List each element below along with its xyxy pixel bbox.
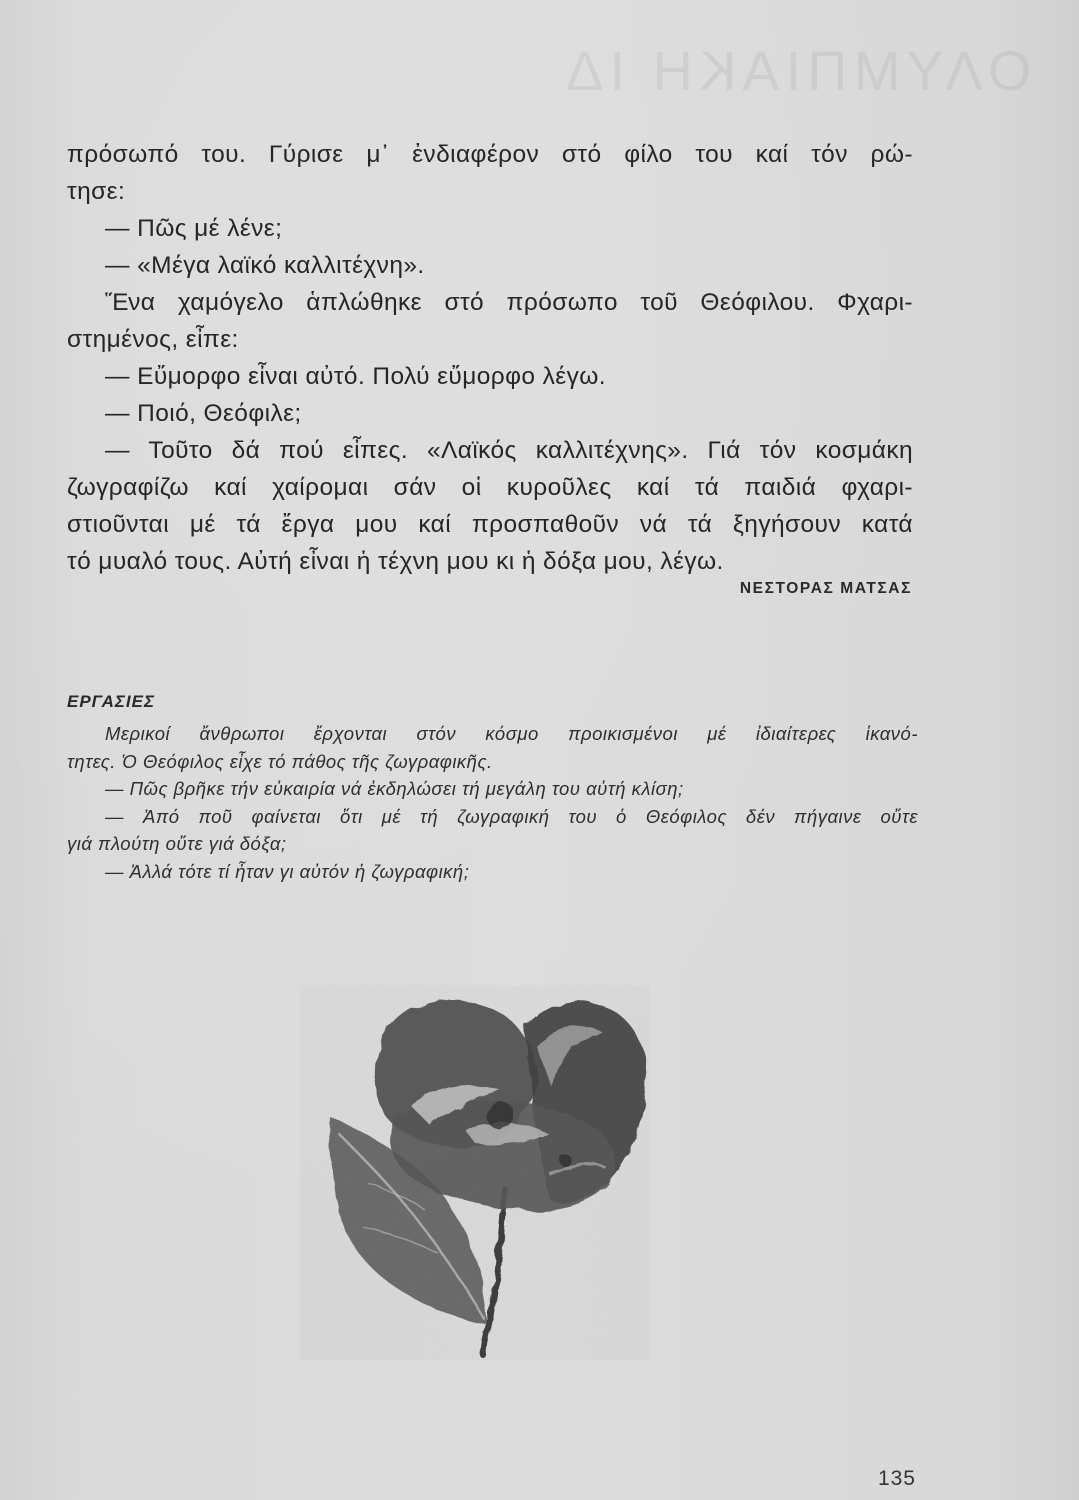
author-signature: ΝΕΣΤΟΡΑΣ ΜΑΤΣΑΣ [739, 580, 912, 597]
task-line: τητες. Ὁ Θεόφιλος εἶχε τό πάθος τῆς ζωγραφικῆς. [67, 750, 493, 772]
task-line: — Ἀπό ποῦ φαίνεται ὅτι μέ τή ζωγραφική του ὁ Θεόφιλος δέν πήγαινε οὔτε [105, 805, 918, 827]
story-line: στημένος, εἶπε: [67, 326, 239, 353]
story-line: — Ποιό, Θεόφιλε; [105, 400, 302, 427]
page-number: 135 [877, 1467, 916, 1490]
bleed-through-heading: ΟΛΥΜΠΙΑΚΗ ΙΔ [560, 39, 1032, 102]
tasks-heading: ΕΡΓΑΣΙΕΣ [67, 692, 155, 711]
story-line: — Πῶς μέ λένε; [105, 215, 283, 242]
story-line: — «Μέγα λαϊκό καλλιτέχνη». [105, 252, 425, 279]
task-line: — Πῶς βρῆκε τήν εὐκαιρία νά ἐκδηλώσει τή μεγάλη του αὐτή κλίση; [105, 778, 684, 799]
task-line: Μερικοί ἄνθρωποι ἔρχονται στόν κόσμο προικισμένοι μέ ἰδιαίτερες ἱκανό- [105, 723, 918, 744]
task-line: — Ἀλλά τότε τί ἦταν γι αὐτόν ἡ ζωγραφική; [105, 860, 470, 882]
story-line: τησε: [67, 178, 126, 205]
story-text [67, 136, 913, 580]
story-line: ζωγραφίζω καί χαίρομαι σάν οἱ κυροῦλες καί τά παιδιά φχαρι- [67, 474, 913, 501]
story-line: Ἕνα χαμόγελο ἁπλώθηκε στό πρόσωπο τοῦ Θεόφιλου. Φχαρι- [105, 289, 913, 316]
story-line: πρόσωπό του. Γύρισε μ᾿ ἐνδιαφέρον στό φίλο του καί τόν ρώ- [67, 141, 913, 168]
flower-illustration [300, 985, 650, 1360]
story-line: στιοῦνται μέ τά ἔργα μου καί προσπαθοῦν νά τά ξηγήσουν κατά [67, 511, 913, 538]
tasks-text [67, 720, 918, 885]
story-line: — Τοῦτο δά πού εἶπες. «Λαϊκός καλλιτέχνης». Γιά τόν κοσμάκη [105, 437, 913, 464]
story-line: — Εὔμορφο εἶναι αὐτό. Πολύ εὔμορφο λέγω. [105, 363, 606, 390]
story-line: τό μυαλό τους. Αὐτή εἶναι ἡ τέχνη μου κι ἡ δόξα μου, λέγω. [67, 548, 724, 575]
task-line: γιά πλούτη οὔτε γιά δόξα; [67, 833, 287, 854]
